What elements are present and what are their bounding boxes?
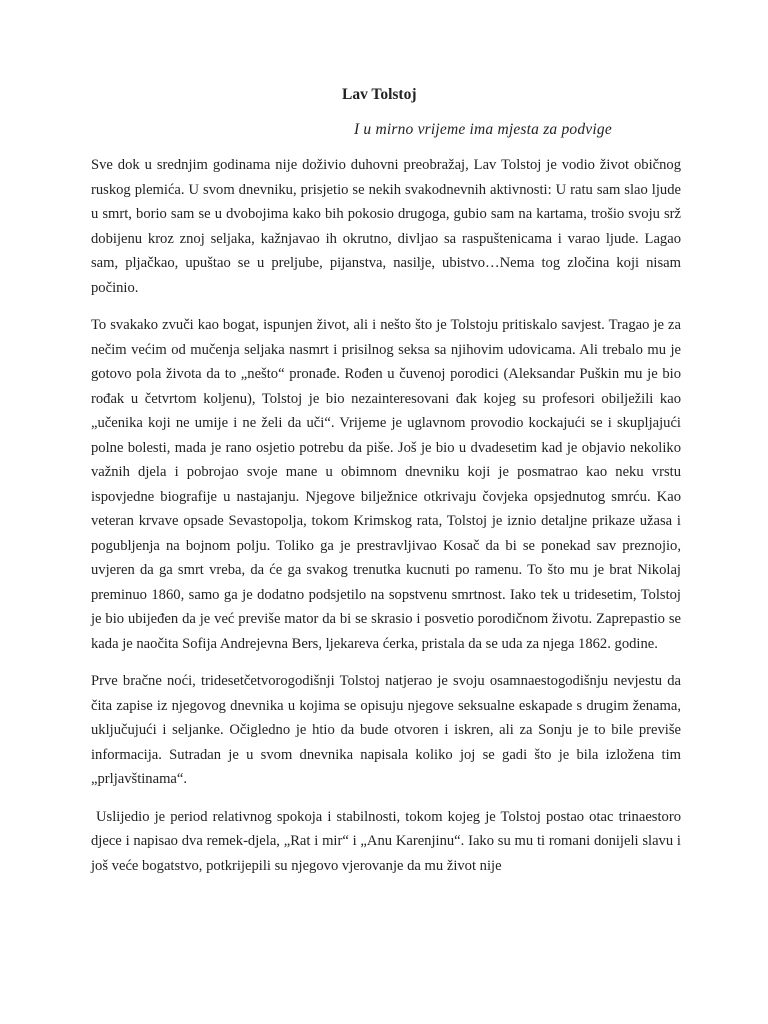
paragraph-3: Prve bračne noći, tridesetčetvorogodišnji Tolstoj natjerao je svoju osamnaestogodišnju nevjestu da čita zapise iz njegovog dnevnika u kojima se opisuju njegove seksualne eskapade s drugim ženama, uključujući i seljanke. Očigledno je htio da bude otvoren i iskren, ali za Sonju je to bile previše informacija. Sutradan je u svom dnevnika napisala koliko joj se gadi što je bila izložena tim „prljavštinama“. bbox=[91, 673, 681, 787]
paragraph-1: Sve dok u srednjim godinama nije doživio duhovni preobražaj, Lav Tolstoj je vodio život običnog ruskog plemića. U svom dnevniku, prisjetio se nekih svakodnevnih aktivnosti: U ratu sam slao ljude u smrt, borio sam se u dvobojima kako bih pokosio drugoga, gubio sam na kartama, trošio svoju srž dobijenu kroz znoj seljaka, kažnjavao ih okrutno, divljao sa raspuštenicama i varao ljude. Lagao sam, pljačkao, upuštao se u preljube, pijanstva, nasilje, ubistvo…Nema tog zločina koji nisam počinio. bbox=[91, 157, 681, 296]
document-title: Lav Tolstoj bbox=[342, 86, 417, 103]
document-body bbox=[91, 153, 681, 878]
paragraph-4: Uslijedio je period relativnog spokoja i stabilnosti, tokom kojeg je Tolstoj postao otac trinaestoro djece i napisao dva remek-djela, „Rat i mir“ i „Anu Karenjinu“. Iako su mu ti romani donijeli slavu i još veće bogatstvo, potkrijepili su njegovo vjerovanje da mu život nije bbox=[91, 808, 681, 874]
paragraph-2: To svakako zvuči kao bogat, ispunjen život, ali i nešto što je Tolstoju pritiskalo savjest. Tragao je za nečim većim od mučenja seljaka nasmrt i prisilnog seksa sa njihovim udovicama. Ali trebalo mu je gotovo pola života da to „nešto“ pronađe. Rođen u čuvenoj porodici (Aleksandar Puškin mu je bio rođak u četvrtom koljenu), Tolstoj je bio nezainteresovani đak kojeg su profesori obilježili kao „učenika koji ne umije i ne želi da uči“. Vrijeme je uglavnom provodio kockajući se i skupljajući polne bolesti, mada je rano osjetio potrebu da piše. Još je bio u dvadesetim kad je objavio nekoliko važnih djela i pobrojao svoje mane u obimnom dnevniku koji je posmatrao kao neku vrstu ispovjedne biografije u nastajanju. Njegove bilježnice otkrivaju čovjeka opsjednutog smrću. Kao veteran krvave opsade Sevastopolja, tokom Krimskog rata, Tolstoj je iznio detaljne prikaze užasa i pogubljenja na bojnom polju. Toliko ga je prestravljivao Kosač da bi se ponekad sav preznojio, uvjeren da ga smrt vreba, da će ga svakog trenutka kucnuti po ramenu. To što mu je brat Nikolaj preminuo 1860, samo ga je dodatno podsjetilo na sopstvenu smrtnost. Iako tek u tridesetim, Tolstoj je bio ubijeđen da je već previše mator da bi se skrasio i posvetio porodičnom životu. Zaprepastio se kada je naočita Sofija Andrejevna Bers, ljekareva ćerka, pristala da se uda za njega 1862. godine. bbox=[91, 317, 681, 652]
document-subtitle: I u mirno vrijeme ima mjesta za podvige bbox=[354, 121, 612, 138]
